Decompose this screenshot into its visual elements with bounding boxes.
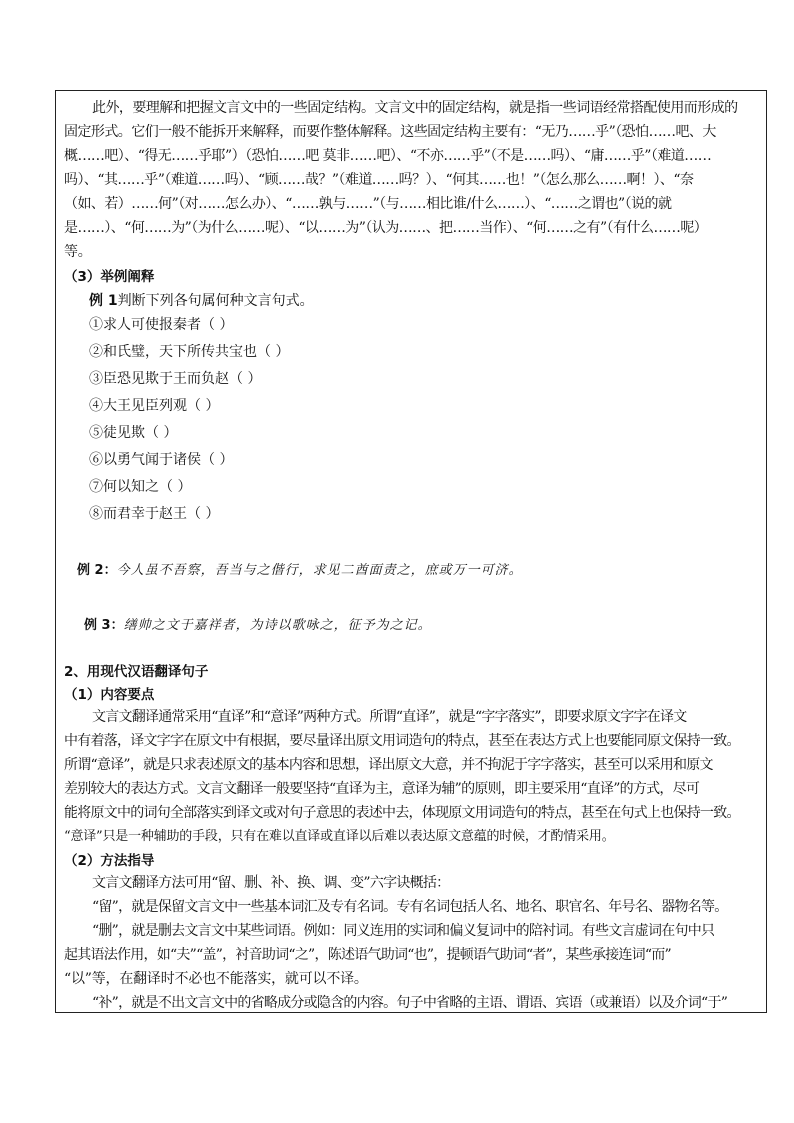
para-line: 差别较大的表达方式。文言文翻译一般要坚持“直译为主，意译为辅”的原则，即主要采用“直译”的方式，尽可	[64, 781, 700, 797]
para-line: 能将原文中的词句全部落实到译文或对句子意思的表述中去，体现原文用词造句的特点，甚至在句式上也保持一致。	[64, 805, 740, 821]
para-line: 文言文翻译方法可用“留、删、补、换、调、变”六字诀概括：	[92, 875, 450, 891]
para-line: “留”，就是保留文言文中一些基本词汇及专有名词。专有名词包括人名、地名、职官名、年号名、器物名等。	[92, 899, 728, 915]
para-line: 中有着落，译文字字在原文中有根据，要尽量译出原文用词造句的特点，甚至在表达方式上也要能同原文保持一致。	[64, 733, 740, 749]
para-line: “删”，就是删去文言文中某些词语。例如：同义连用的实词和偏义复词中的陪衬词。有些文言虚词在句中只	[92, 923, 715, 939]
example-item: ④大王见臣列观（ ）	[89, 398, 220, 414]
content-points-paragraph	[64, 705, 764, 849]
para-line: 是……）、“何……为”（为什么……呢）、“以……为”（认为……、把……当作）、“何……之有”（有什么……呢）	[64, 220, 708, 236]
para-line: “以”等，在翻译时不必也不能落实，就可以不译。	[64, 971, 368, 987]
para-line: “补”，就是不出文言文中的省略成分或隐含的内容。句子中省略的主语、谓语、宾语（或兼语）以及介词“于”	[92, 995, 728, 1011]
fixed-structures-paragraph	[64, 96, 764, 264]
para-line: 此外，要理解和把握文言文中的一些固定结构。文言文中的固定结构，就是指一些词语经常搭配使用而形成的	[92, 100, 738, 116]
para-line: 所谓“意译”，就是只求表述原文的基本内容和思想，译出原文大意，并不拘泥于字字落实，甚至可以采用和原文	[64, 757, 713, 773]
example-item: ⑥以勇气闻于诸侯（ ）	[89, 452, 234, 468]
example1-prompt-text: 判断下列各句属何种文言句式。	[117, 293, 314, 309]
example-item: ⑤徒见欺（ ）	[89, 425, 178, 441]
para-line: 起其语法作用，如“夫”“盖”，衬音助词“之”，陈述语气助词“也”，提顿语气助词“者”，某些承接连词“而”	[64, 947, 671, 963]
method-paragraph	[64, 871, 764, 1015]
para-line: （如、若）……何”（对……怎么办）、“……孰与……”（与……相比谁/什么……）、“……之谓也”（说的就	[64, 196, 672, 212]
para-line: 文言文翻译通常采用“直译”和“意译”两种方式。所谓“直译”，就是“字字落实”，即要求原文字字在译文	[92, 709, 687, 725]
example2-text: 今人虽不吾察，吾当与之偕行，求见二酋面责之，庶或万一可济。	[116, 563, 523, 578]
example-item: ②和氏璧，天下所传共宝也（ ）	[89, 344, 290, 360]
example-item: ①求人可使报秦者（ ）	[89, 317, 234, 333]
section-heading-examples: （3）举例阐释	[64, 269, 155, 285]
example1-label: 例 1	[89, 293, 118, 309]
example3-label: 例 3：	[84, 618, 124, 633]
para-line: 固定形式。它们一般不能拆开来解释，而要作整体解释。这些固定结构主要有：“无乃……乎”（恐怕……吧、大	[64, 124, 716, 140]
para-line: 等。	[64, 244, 92, 260]
example3	[84, 614, 432, 633]
para-line: “意译”只是一种辅助的手段，只有在难以直译或直译以后难以表达原文意蕴的时候，才酌情采用。	[64, 829, 615, 844]
example2	[77, 559, 523, 578]
para-line: 概……吧）、“得无……乎耶”）（恐怕……吧 莫非……吧）、“不亦……乎”（不是……吗）、“庸……乎”（难道……	[64, 148, 712, 164]
example1-prompt	[89, 290, 314, 310]
section-heading-translation: 2、用现代汉语翻译句子	[64, 664, 209, 680]
example2-label: 例 2：	[77, 563, 117, 578]
subheading-method: （2）方法指导	[64, 853, 155, 869]
example3-text: 缮帅之文于嘉祥者，为诗以歌咏之，征予为之记。	[123, 618, 432, 633]
example-item: ⑦何以知之（ ）	[89, 479, 192, 495]
example-item: ③臣恐见欺于王而负赵（ ）	[89, 371, 262, 387]
example-item: ⑧而君幸于赵王（ ）	[89, 506, 220, 522]
para-line: 吗）、“其……乎”（难道……吗）、“顾……哉？”（难道……吗？）、“何其……也！”（怎么那么……啊！）、“奈	[64, 172, 694, 188]
subheading-content-points: （1）内容要点	[64, 687, 155, 703]
